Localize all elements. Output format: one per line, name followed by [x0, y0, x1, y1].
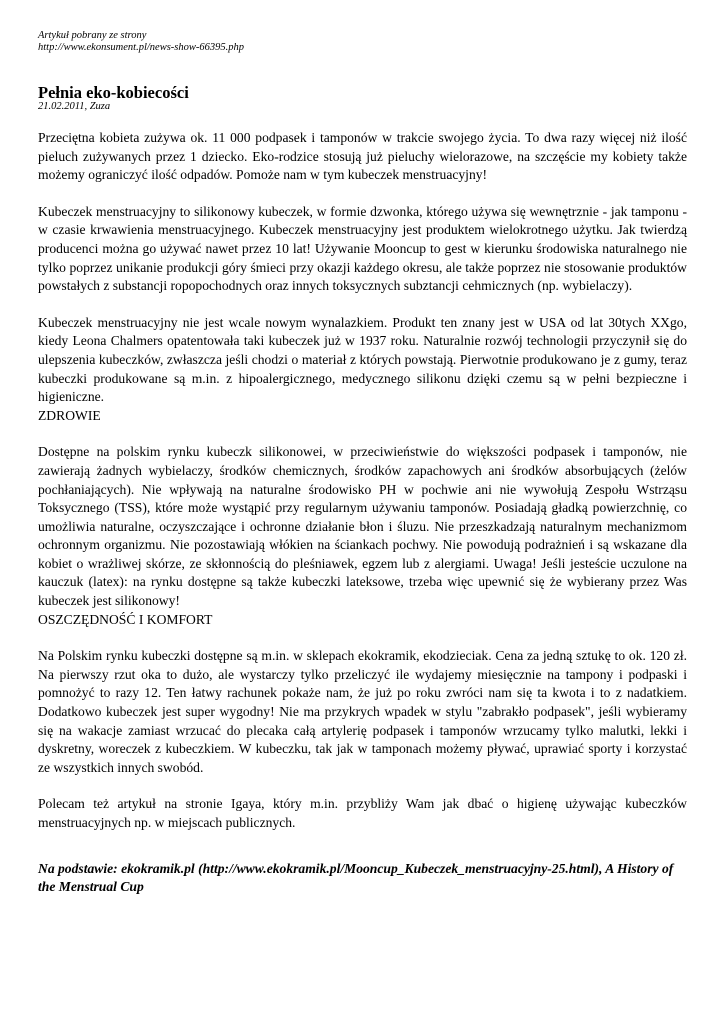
health-paragraph: Dostępne na polskim rynku kubeczk silikonowei, w przeciwieństwie do większości podpasek i tamponów, nie zawierają żadnych wybielaczy, środków chemicznych, środków zapachowych ani środków absorbujących (żelów pochłaniających). Nie wpływają na naturalne środowisko PH w pochwie ani nie wywołują Zespołu Wstrząsu Toksycznego (TSS), które może wystąpić przy regularnym używaniu tamponów. Posiadają gładką powierzchnię, co umożliwia naturalne, oczyszczające i ochronne działanie błon i śluzu. Nie przeszkadzają naturalnym mechanizmom ochronnym organizmu. Nie pozostawiają włókien na ściankach pochwy. Nie powodują podrażnień i są wskazane dla kobiet o wrażliwej skórze, ze skłonnością do pleśniawek, egzem lub z alergiami. Uwaga! Jeśli jesteście uczulone na kauczuk (latex): na rynku dostępne są także kubeczki lateksowe, trzeba więc upewnić się że wybierany przez Was kubeczek jest silikonowy! — [38, 444, 687, 609]
recommendation-paragraph: Polecam też artykuł na stronie Igaya, który m.in. przybliży Wam jak dbać o higienę używając kubeczków menstruacyjnych np. w miejscach publicznych. — [38, 796, 687, 830]
source-url: http://www.ekonsument.pl/news-show-66395.php — [38, 42, 245, 53]
source-note — [38, 30, 687, 54]
savings-paragraph: Na Polskim rynku kubeczki dostępne są m.in. w sklepach ekokramik, ekodzieciak. Cena za jedną sztukę to ok. 120 zł. Na pierwszy rzut oka to dużo, ale wystarczy tylko przeliczyć ile wydajemy miesięcznie na tampony i podpaski i pomnożyć to razy 12. Ten łatwy rachunek pokaże nam, że już po roku zwróci nam się ta kwota i to z nadatkiem. Dodatkowo kubeczek jest super wygodny! Nie ma przykrych wpadek w stylu "zabrakło podpasek", jeśli wybieramy się na wakacje zamiast wrzucać do plecaka całą artylerię podpasek i tamponów wrzucamy tylko malutki, lekki i dyskretny, woreczek z kubeczkiem. W kubeczku, tak jak w tamponach możemy pływać, uprawiać sporty i korzystać ze wszystkich innych swobód. — [38, 648, 687, 775]
section-heading-health: ZDROWIE — [38, 407, 101, 423]
section-heading-savings: OSZCZĘDNOŚĆ I KOMFORT — [38, 611, 213, 627]
article-title: Pełnia eko-kobiecości — [38, 83, 189, 102]
history-paragraph: Kubeczek menstruacyjny nie jest wcale nowym wynalazkiem. Produkt ten znany jest w USA od lat 30tych XXgo, kiedy Leona Chalmers opatentowała taki kubeczek już w 1937 roku. Naturalnie rozwój technologii przyczynił się do ulepszenia kubeczków, zwłaszcza jeśli chodzi o materiał z których powstają. Pierwotnie produkowano je z gumy, teraz kubeczki produkowane są m.in. z hipoalergicznego, medycznego silikonu dzięki czemu są w pełni bezpieczne i higieniczne. — [38, 314, 687, 405]
sources-citation: Na podstawie: ekokramik.pl (http://www.ekokramik.pl/Mooncup_Kubeczek_menstruacyjny-25.html), A History of the Menstrual Cup — [38, 860, 674, 895]
article-date-author: 21.02.2011, Zuza — [38, 101, 111, 112]
definition-paragraph: Kubeczek menstruacyjny to silikonowy kubeczek, w formie dzwonka, którego używa się wewnętrznie - jak tamponu - w czasie krwawienia menstruacyjnego. Kubeczek menstruacyjny jest produktem wielokrotnego użytku. Jak twierdzą producenci można go używać nawet przez 10 lat! Używanie Mooncup to gest w kierunku środowiska naturalnego nie tylko poprzez unikanie produkcji góry śmieci przy okazji każdego okresu, ale także poprzez nie stosowanie produktów powstałych z substancji ropopochodnych oraz innych toksycznych subztancji cehmicznych (np. wybielaczy). — [38, 203, 687, 294]
document-page — [38, 30, 687, 897]
source-note-line1: Artykuł pobrany ze strony — [38, 30, 147, 41]
intro-paragraph: Przeciętna kobieta zużywa ok. 11 000 podpasek i tamponów w trakcie swojego życia. To dwa razy więcej niż ilość pieluch zużywanych przez 1 dziecko. Eko-rodzice stosują już pieluchy wielorazowe, na szczęście my kobiety także możemy ograniczyć ilość odpadów. Pomoże nam w tym kubeczek menstruacyjny! — [38, 130, 687, 183]
